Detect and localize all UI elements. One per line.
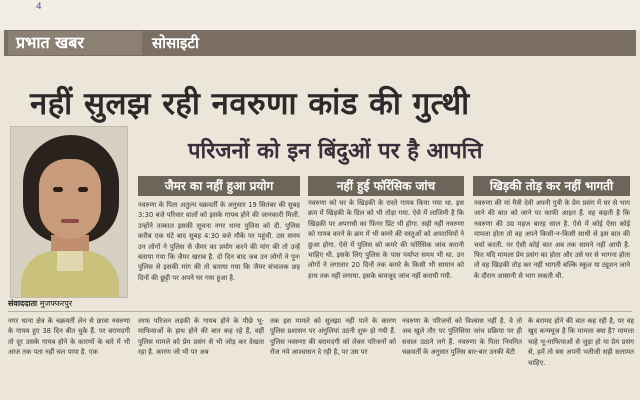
byline-place: मुजफ्फरपुर [39, 299, 73, 308]
newspaper-brand: प्रभात खबर [8, 31, 142, 55]
byline-prefix: संवाददाता [8, 299, 38, 308]
column-heading-window: खिड़की तोड़ कर नहीं भागती [473, 176, 630, 196]
article-subheadline: परिजनों को इन बिंदुओं पर है आपत्ति [188, 139, 483, 164]
column-text-window: नवरुणा की मां मैत्री देवी अपनी पुत्री के प्रेम प्रसंग में घर से भाग जाने की बात को जाने पर काफी आहत हैं. वह कहती है कि नवरुणा की उम्र महज बारह साल है. ऐसे में कोई ऐसा कोई मामला होता तो वह अपने किसी-न-किसी साथी से इस बात की चर्चा करती. पर ऐसी कोई बात अब तक सामने नहीं आयी है. फिर यदि मामला प्रेम प्रसंग का होता और उसे घर से भागना होता तो वह खिड़की तोड़ कर नहीं भागती बल्कि स्कूल या ट्यूशन जाने के दौरान आसानी से भाग सकती थी. [474, 199, 630, 280]
body-column-4: नवरुणा के परिजनों को विश्वास नहीं है. वे तो अब खुले तौर पर पुलिसिया जांच प्रक्रिया पर ही सवाल उठाने लगे हैं. नवरुणा के पिता नियमित चक्रवर्ती के अनुसार पुलिस बार-बार उनकी बेटी [402, 317, 522, 357]
body-column-3: तक इस मामले को सुलझा नहीं पाने के कारण पुलिस प्रशासन पर अंगुलियां उठनी शुरू हो गयी हैं. पुलिस नवरुणा की बरामदगी को लेकर परिजनों को रोज नये आश्वासन दे रही है, पर उस पर [270, 317, 396, 357]
body-column-5: के बरामद होने की बात कह रही है, पर वह खुद कन्फ्यूज है कि मामला क्या है? मामला चाहे भू-माफियाओं से जुड़ा हो या प्रेम प्रसंग से, हमें तो बस अपनी भतीजी सही सलामत चाहिए. [528, 317, 634, 367]
body-column-1: नगर थाना क्षेत्र के चक्रवर्ती लेन से छात्रा नवरुणा के गायब हुए 38 दिन बीत चुके हैं. पर बरामदगी तो दूर उसके गायब होने के कारणों के बारे में भी आज तक पता नहीं चल पाया है. एक [8, 317, 130, 357]
photo-mouth [61, 219, 79, 223]
section-label: सोसाइटी [152, 34, 199, 52]
top-margin [0, 0, 640, 30]
article-headline: नहीं सुलझ रही नवरुणा कांड की गुत्थी [30, 86, 470, 122]
photo-left-eye [53, 187, 63, 192]
column-heading-forensic: नहीं हुई फॉरेंसिक जांच [308, 176, 464, 196]
photo-face [39, 159, 101, 239]
photo-collar [57, 251, 83, 271]
section-divider [8, 311, 632, 312]
page-mark: 4 [36, 2, 42, 12]
photo-right-eye [78, 187, 88, 192]
column-text-jammer: नवरुणा के पिता अतुल्य चक्रवर्ती के अनुसार 19 सितंबर की सुबह 3:30 बजे परिवार वालों को इसके गायब होने की जानकारी मिली. उन्होंने तत्काल इसकी सूचना नगर थाना पुलिस को दी. पुलिस करीब एक घंटे बाद सुबह 4:30 बजे मौके पर पहुंची. उस समय उन लोगों ने पुलिस से जैमर का प्रयोग करने की मांग की तो उन्हें बताया गया कि जैमर खराब है. दो दिन बाद जब उन लोगों ने पुनः पुलिस से इसकी मांग की तो बताया गया कि जैमर संचालक छह दिनों की छुट्टी पर अपने घर गया हुआ है. [138, 201, 300, 282]
body-column-2: तरफ परिजन लड़की के गायब होने के पीछे भू-माफियाओं के हाथ होने की बात कह रहे हैं, वहीं पुलिस मामले को प्रेम प्रसंग से भी जोड़ कर देखता रहा है. कारण जो भी पर अब [138, 317, 264, 357]
column-text-forensic: नवरुणा को घर के खिड़की के रास्ते गायब किया गया था. इस क्रम में खिड़की के ग्रिल को भी तोड़ा गया. ऐसे में लाजिमी है कि खिड़की पर अपराधी का फिंगर प्रिंट भी होगा. सही नहीं नवरुणा को गायब करने के क्रम में भी कमरे की वस्तुओं को अपराधियों ने छुआ होगा. ऐसे में पुलिस को कमरे की फॉरेंसिक जांच करानी चाहिए थी. इसके लिए पुलिस के पास पर्याप्त समय भी था. उन लोगों ने लगातार 20 दिनों तक कमरे के किसी भी सामान को हाथ तक नहीं लगाया. इसके बावजूद जांच नहीं करायी गयी. [308, 199, 464, 280]
portrait-photo [10, 126, 128, 298]
byline [8, 297, 130, 310]
column-heading-jammer: जैमर का नहीं हुआ प्रयोग [138, 176, 300, 196]
